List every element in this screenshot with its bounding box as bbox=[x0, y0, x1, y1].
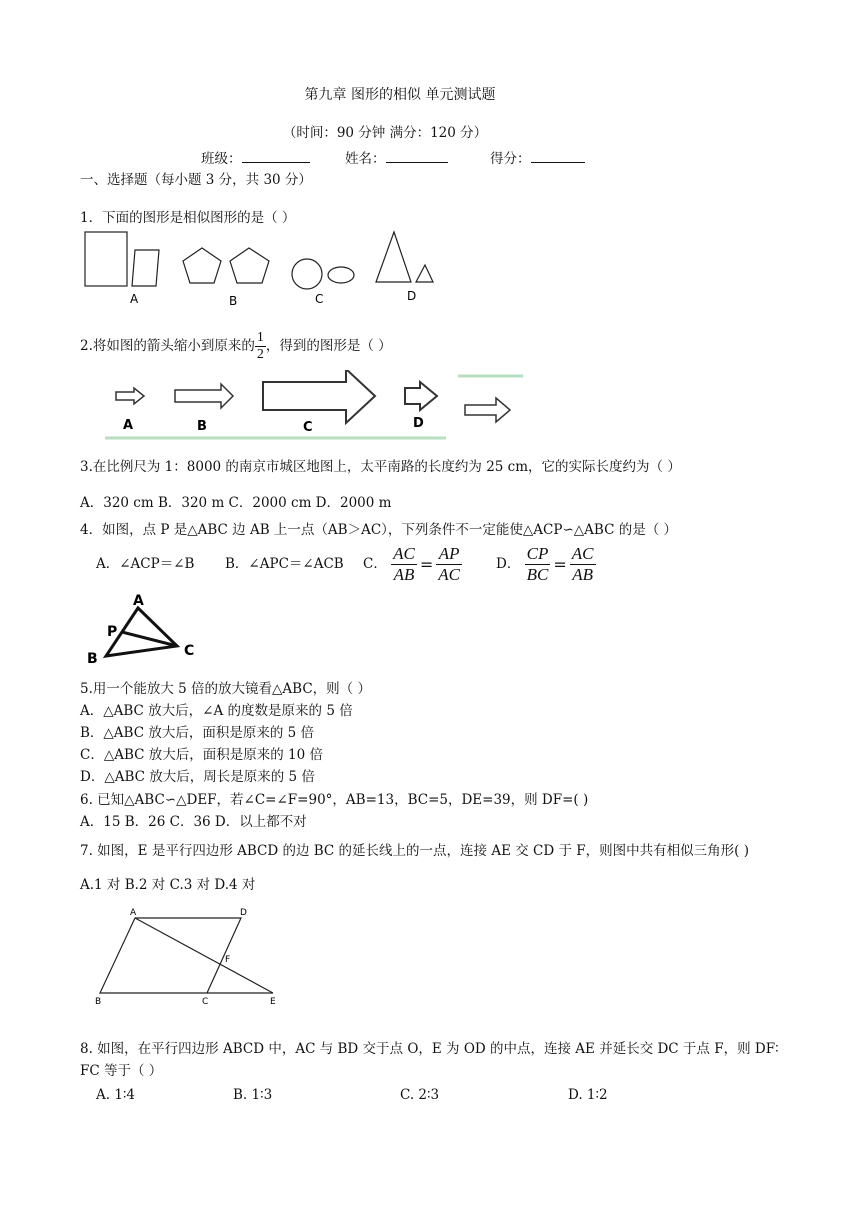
question-4-figure bbox=[84, 590, 214, 670]
fraction-denominator: 2 bbox=[256, 347, 264, 362]
q7-label-e: E bbox=[270, 997, 276, 1006]
q4-label-b: B bbox=[87, 651, 98, 667]
fraction-denominator: BC bbox=[526, 565, 549, 584]
shape-pentagon-1 bbox=[183, 248, 221, 283]
question-3-options: A．320 cm B．320 m C．2000 cm D．2000 m bbox=[80, 495, 392, 511]
question-5-option-d: D．△ABC 放大后，周长是原来的 5 倍 bbox=[80, 769, 315, 785]
q1-label-d: D bbox=[407, 289, 417, 303]
shape-pentagon-2 bbox=[230, 248, 269, 283]
name-label: 姓名： bbox=[345, 151, 386, 167]
question-4-option-d bbox=[496, 542, 596, 587]
shape-triangle-large bbox=[376, 232, 411, 282]
question-8-stem-line-1: 8. 如图，在平行四边形 ABCD 中，AC 与 BD 交于点 O，E 为 OD 的中点，连接 AE 并延长交 DC 于点 F，则 DF∶ bbox=[80, 1041, 779, 1057]
fraction-one-half bbox=[255, 330, 266, 363]
fraction-numerator: AP bbox=[436, 544, 462, 565]
q1-label-a: A bbox=[130, 292, 139, 306]
q7-label-a: A bbox=[130, 908, 137, 918]
question-7-figure bbox=[90, 904, 290, 1006]
q4-label-c: C bbox=[184, 643, 195, 659]
q2-label-a: A bbox=[123, 418, 134, 433]
score-label: 得分： bbox=[490, 151, 531, 167]
question-4-option-b: B．∠APC＝∠ACB bbox=[225, 556, 344, 572]
question-6-stem: 6. 已知△ABC∽△DEF，若∠C=∠F=90°，AB=13，BC=5，DE=39，则 DF=( ) bbox=[80, 792, 589, 808]
segment-ae bbox=[135, 918, 273, 993]
question-6-options: A．15 B．26 C．36 D．以上都不对 bbox=[80, 814, 307, 830]
fraction-ac-ab bbox=[391, 544, 417, 585]
q2-stem-before: 2.将如图的箭头缩小到原来的 bbox=[80, 338, 255, 354]
q4-label-p: P bbox=[107, 624, 118, 640]
question-8-option-d: D. 1∶2 bbox=[568, 1087, 608, 1103]
q7-label-b: B bbox=[95, 997, 102, 1006]
arrow-c bbox=[263, 370, 375, 423]
fraction-denominator: AB bbox=[572, 565, 594, 584]
q2-label-d: D bbox=[413, 416, 424, 431]
q7-label-c: C bbox=[202, 997, 209, 1006]
arrow-a bbox=[116, 388, 144, 404]
shape-circle bbox=[292, 259, 322, 289]
q7-label-f: F bbox=[225, 955, 231, 965]
exam-info: （时间：90 分钟 满分：120 分） bbox=[282, 125, 488, 141]
question-7-stem: 7. 如图，E 是平行四边形 ABCD 的边 BC 的延长线上的一点，连接 AE 交 CD 于 F，则图中共有相似三角形( ) bbox=[80, 843, 749, 859]
arrow-b bbox=[175, 384, 233, 408]
fraction-cp-bc bbox=[525, 544, 551, 585]
fraction-denominator: AB bbox=[393, 565, 415, 584]
q4-label-a: A bbox=[133, 593, 144, 609]
question-2-figure bbox=[100, 370, 530, 442]
class-blank bbox=[242, 149, 310, 163]
q2-label-b: B bbox=[197, 419, 207, 434]
q2-label-c: C bbox=[303, 420, 313, 435]
q4-option-c-label: C． bbox=[363, 556, 387, 572]
question-5-stem: 5.用一个能放大 5 倍的放大镜看△ABC，则（ ） bbox=[80, 681, 371, 697]
question-5-option-c: C．△ABC 放大后，面积是原来的 10 倍 bbox=[80, 747, 324, 763]
question-8-option-c: C. 2∶3 bbox=[400, 1087, 440, 1103]
fraction-numerator: AC bbox=[571, 544, 594, 563]
question-4-option-c bbox=[363, 542, 462, 587]
fraction-denominator: AC bbox=[438, 565, 461, 584]
section-title: 一、选择题（每小题 3 分，共 30 分） bbox=[80, 172, 312, 188]
parallelogram-abcd bbox=[100, 918, 241, 993]
question-1-figure bbox=[80, 228, 450, 312]
name-field bbox=[345, 149, 448, 168]
class-label: 班级： bbox=[201, 151, 242, 167]
shape-ellipse bbox=[328, 267, 354, 283]
arrow-d bbox=[405, 382, 437, 410]
q4-option-d-label: D． bbox=[496, 556, 521, 572]
arrow-e bbox=[465, 398, 510, 422]
fraction-numerator: AC bbox=[393, 544, 415, 563]
shape-triangle-small bbox=[416, 265, 433, 282]
question-3-stem: 3.在比例尺为 1：8000 的南京市城区地图上，太平南路的长度约为 25 cm，它的实际长度约为（ ） bbox=[80, 459, 681, 475]
question-1-stem: 1．下面的图形是相似图形的是（ ） bbox=[80, 210, 296, 226]
score-field bbox=[490, 149, 585, 168]
class-field bbox=[201, 149, 310, 168]
question-8-option-a: A. 1∶4 bbox=[96, 1087, 136, 1103]
fraction-numerator: 1 bbox=[256, 330, 264, 345]
shape-rectangle-large bbox=[85, 232, 127, 286]
equals-sign: = bbox=[419, 554, 434, 574]
fraction-numerator: CP bbox=[526, 544, 549, 563]
q1-label-b: B bbox=[229, 294, 238, 308]
question-8-stem-line-2: FC 等于（ ） bbox=[80, 1063, 163, 1079]
name-blank bbox=[386, 149, 448, 163]
question-4-option-a: A．∠ACP＝∠B bbox=[96, 556, 195, 572]
question-5-option-b: B．△ABC 放大后，面积是原来的 5 倍 bbox=[80, 725, 315, 741]
question-4-stem: 4．如图，点 P 是△ABC 边 AB 上一点（AB＞AC），下列条件不一定能使△ACP∽△ABC 的是（ ） bbox=[80, 522, 677, 538]
score-blank bbox=[531, 149, 585, 163]
question-7-options: A.1 对 B.2 对 C.3 对 D.4 对 bbox=[80, 877, 256, 893]
q2-stem-after: ，得到的图形是（ ） bbox=[265, 338, 392, 354]
q7-label-d: D bbox=[240, 908, 247, 918]
page-title: 第九章 图形的相似 单元测试题 bbox=[304, 87, 496, 103]
shape-parallelogram bbox=[132, 250, 159, 286]
equals-sign: = bbox=[553, 554, 567, 574]
question-5-option-a: A．△ABC 放大后，∠A 的度数是原来的 5 倍 bbox=[80, 703, 353, 719]
fraction-ac-ab bbox=[570, 544, 596, 585]
question-2-stem bbox=[80, 324, 392, 368]
q1-label-c: C bbox=[315, 292, 324, 306]
question-8-option-b: B. 1∶3 bbox=[233, 1087, 273, 1103]
fraction-ap-ac bbox=[436, 544, 462, 585]
